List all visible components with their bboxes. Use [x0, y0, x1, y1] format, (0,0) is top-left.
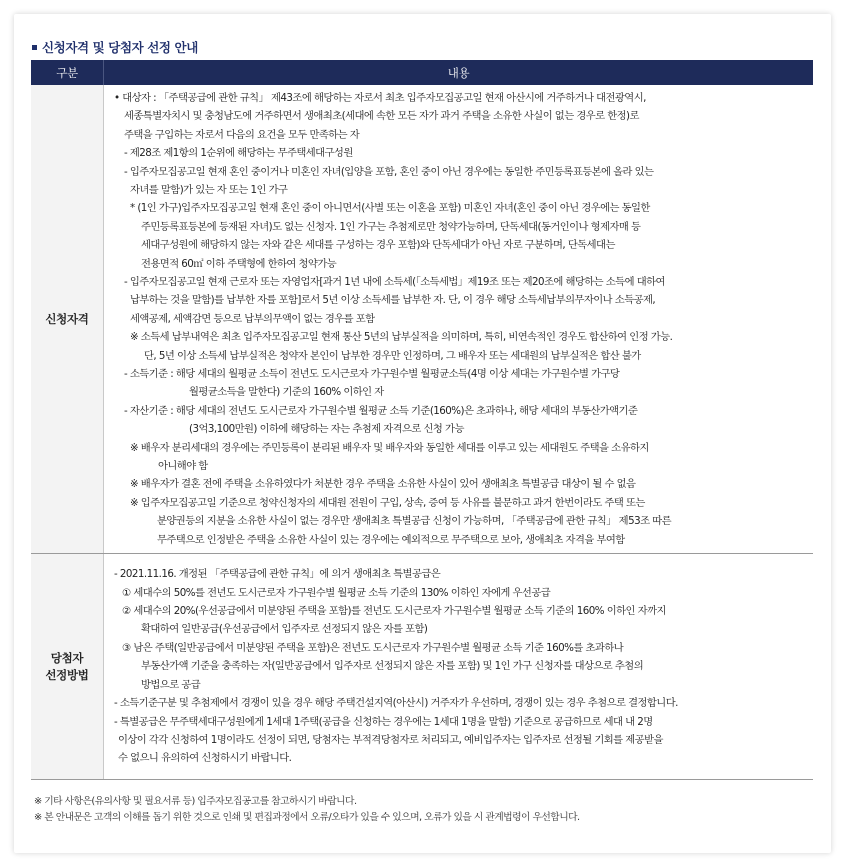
- content-line: 분양권등의 지분을 소유한 사실이 없는 경우만 생애최초 특별공급 신청이 가능하며, 「주택공급에 관한 규칙」 제53조 따른: [157, 515, 671, 528]
- table-row: [31, 554, 813, 780]
- content-line: - 특별공급은 무주택세대구성원에게 1세대 1주택(공급을 신청하는 경우에는 1세대 1명을 말함) 기준으로 공급하므로 세대 내 2명: [114, 715, 653, 728]
- content-block: [104, 89, 813, 549]
- footnote: ※ 본 안내문은 고객의 이해를 돕기 위한 것으로 인쇄 및 편집과정에서 오류/오타가 있을 수 있으며, 오류가 있을 시 관계법령이 우선합니다.: [34, 812, 580, 823]
- content-line: 월평균소득을 말한다) 기준의 160% 이하인 자: [189, 386, 384, 399]
- eligibility-table: [31, 60, 813, 780]
- content-line: - 2021.11.16. 개정된 「주택공급에 관한 규칙」에 의거 생애최초 특별공급은: [114, 568, 441, 581]
- content-line: 단, 5년 이상 소득세 납부실적은 청약자 본인이 납부한 경우만 인정하며, 그 배우자 또는 세대원의 납부실적은 합산 불가: [144, 349, 641, 362]
- content-line: 부동산가액 기준을 충족하는 자(일반공급에서 입주자로 선정되지 않은 자를 포함) 및 1인 가구 신청자를 대상으로 추첨의: [141, 660, 644, 673]
- category-line: 선정방법: [45, 667, 89, 682]
- category-line: 당첨자: [50, 650, 84, 665]
- content-line: (3억3,100만원) 이하에 해당하는 자는 추첨제 자격으로 신청 가능: [189, 423, 464, 436]
- content-line: 자녀를 말함)가 있는 자 또는 1인 가구: [130, 183, 288, 196]
- content-line: 세종특별자치시 및 충청남도에 거주하면서 생애최초(세대에 속한 모든 자가 과거 주택을 소유한 사실이 없는 경우로 한정)로: [124, 110, 639, 123]
- content-line: - 제28조 제1항의 1순위에 해당하는 무주택세대구성원: [124, 147, 353, 160]
- content-line: ③ 남은 주택(일반공급에서 미분양된 주택을 포함)은 전년도 도시근로자 가구원수별 월평균 소득 기준 160%를 초과하나: [122, 641, 624, 654]
- content-line: ※ 입주자모집공고일 기준으로 청약신청자의 세대원 전원이 구입, 상속, 증여 등 사유를 불문하고 과거 한번이라도 주택 또는: [130, 496, 645, 509]
- content-line: 이상이 각각 신청하여 1명이라도 선정이 되면, 당첨자는 부적격당첨자로 처리되고, 예비입주자는 입주자로 선정될 기회를 제공받을: [118, 733, 663, 746]
- category-cell: [31, 554, 104, 780]
- content-line: 주민등록표등본에 등재된 자녀)도 없는 신청자. 1인 가구는 추첨제로만 청약가능하며, 단독세대(동거인이나 형제자매 등: [141, 220, 641, 233]
- content-line: ① 세대수의 50%를 전년도 도시근로자 가구원수별 월평균 소득 기준의 130% 이하인 자에게 우선공급: [122, 586, 551, 599]
- content-line: 방법으로 공급: [141, 678, 201, 691]
- section-title: [32, 38, 198, 56]
- content-line: - 자산기준 : 해당 세대의 전년도 도시근로자 가구원수별 월평균 소득 기준(160%)은 초과하나, 해당 세대의 부동산가액기준: [124, 404, 638, 417]
- content-line: 무주택으로 인정받은 주택을 소유한 사실이 있는 경우에는 예외적으로 무주택으로 보아, 생애최초 자격을 부여함: [157, 533, 625, 546]
- content-line: ② 세대수의 20%(우선공급에서 미분양된 주택을 포함)를 전년도 도시근로자 가구원수별 월평균 소득 기준의 160% 이하인 자까지: [122, 605, 666, 618]
- content-line: ※ 배우자가 결혼 전에 주택을 소유하였다가 처분한 경우 주택을 소유한 사실이 있어 생애최초 특별공급 대상이 될 수 없음: [130, 478, 636, 491]
- content-line: * (1인 가구)입주자모집공고일 현재 혼인 중이 아니면서(사별 또는 이혼을 포함) 미혼인 자녀(혼인 중이 아닌 경우에는 동일한: [130, 202, 650, 215]
- table-header-row: [31, 60, 813, 85]
- content-line: 세대구성원에 해당하지 않는 자와 같은 세대를 구성하는 경우 포함)와 단독세대가 아닌 자로 구분하며, 단독세대는: [141, 239, 615, 252]
- square-bullet-icon: [32, 45, 37, 50]
- content-line: ※ 배우자 분리세대의 경우에는 주민등록이 분리된 배우자 및 배우자와 동일한 세대를 이루고 있는 세대원도 주택을 소유하지: [130, 441, 649, 454]
- content-line: 수 없으니 유의하여 신청하시기 바랍니다.: [118, 752, 292, 765]
- content-cell: [104, 554, 814, 780]
- content-line: 확대하여 일반공급(우선공급에서 입주자로 선정되지 않은 자를 포함): [141, 623, 428, 636]
- header-category: 구분: [31, 60, 104, 85]
- content-line: • 대상자 : 「주택공급에 관한 규칙」 제43조에 해당하는 자로서 최초 입주자모집공고일 현재 아산시에 거주하거나 대전광역시,: [114, 91, 646, 104]
- footnote: ※ 기타 사항은(유의사항 및 필요서류 등) 입주자모집공고를 참고하시기 바랍니다.: [34, 796, 357, 807]
- content-line: 아니해야 함: [158, 460, 208, 473]
- content-line: - 소득기준 : 해당 세대의 월평균 소득이 전년도 도시근로자 가구원수별 월평균소득(4명 이상 세대는 가구원수별 가구당: [124, 368, 620, 381]
- content-line: 주택을 구입하는 자로서 다음의 요건을 모두 만족하는 자: [124, 128, 360, 141]
- content-line: - 소득기준구분 및 추첨제에서 경쟁이 있을 경우 해당 주택건설지역(아산시) 거주자가 우선하며, 경쟁이 있는 경우 추첨으로 결정합니다.: [114, 697, 678, 710]
- content-line: 세액공제, 세액감면 등으로 납부의무액이 없는 경우를 포함: [130, 312, 375, 325]
- content-line: 전용면적 60㎡ 이하 주택형에 한하여 청약가능: [141, 257, 337, 270]
- content-line: 납부하는 것을 말함)를 납부한 자를 포함]로서 5년 이상 소득세를 납부한 자. 단, 이 경우 해당 소득세납부의무자이나 소득공제,: [130, 294, 656, 307]
- content-line: - 입주자모집공고일 현재 혼인 중이거나 미혼인 자녀(입양을 포함, 혼인 중이 아닌 경우에는 동일한 주민등록표등본에 올라 있는: [124, 165, 654, 178]
- content-cell: [104, 85, 814, 554]
- category-cell: 신청자격: [31, 85, 104, 554]
- footnotes: [34, 794, 580, 826]
- header-content: 내용: [104, 60, 814, 85]
- content-line: ※ 소득세 납부내역은 최초 입주자모집공고일 현재 통산 5년의 납부실적을 의미하며, 특히, 비연속적인 경우도 합산하여 인정 가능.: [130, 331, 673, 344]
- content-block: [104, 565, 813, 767]
- table-row: [31, 85, 813, 554]
- section-title-text: 신청자격 및 당첨자 선정 안내: [42, 40, 198, 55]
- content-line: - 입주자모집공고일 현재 근로자 또는 자영업자[과거 1년 내에 소득세(「소득세법」제19조 또는 제20조에 해당하는 소득에 대하여: [124, 275, 665, 288]
